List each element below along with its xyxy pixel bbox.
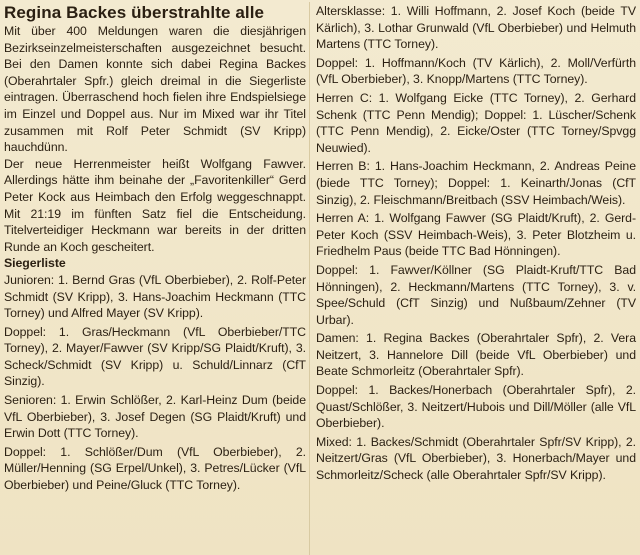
intro-paragraph-2: Der neue Herrenmeister heißt Wolfgang Fawver. Allerdings hätte ihm beinahe der „Favoritenkiller“ Gerd Peter Kock aus Heimbach den Erfolg weggeschnappt. Mit 21:19 im fünften Satz fiel die Entscheidung. Titelverteidiger Heckmann war bereits in der dritten Runde an Koch gescheitert. xyxy=(4,156,306,254)
result-entry: Doppel: 1. Schlößer/Dum (VfL Oberbieber), 2. Müller/Henning (SG Erpel/Unkel), 3. Petres/Lücker (VfL Oberbieber) und Peine/Gluck (TTC Torney). xyxy=(4,444,306,493)
right-column xyxy=(316,3,636,484)
winners-list-title: Siegerliste xyxy=(4,256,66,271)
result-entry: Senioren: 1. Erwin Schlößer, 2. Karl-Heinz Dum (beide VfL Oberbieber), 3. Josef Degen (SG Plaidt/Kruft) und Erwin Dott (TTC Torney). xyxy=(4,393,306,441)
result-entry: Junioren: 1. Bernd Gras (VfL Oberbieber), 2. Rolf-Peter Schmidt (SV Kripp), 3. Hans-Joachim Heckmann (TTC Torney) und Alfred Mayer (SV Kripp). xyxy=(4,272,306,321)
result-entry: Herren B: 1. Hans-Joachim Heckmann, 2. Andreas Peine (biede TTC Torney); Doppel: 1. Keinarth/Jonas (CfT Sinzig), 2. Fleischmann/Breitbach (SSV Heimbach/Weis). xyxy=(316,159,636,207)
column-divider xyxy=(309,2,310,555)
result-entry: Herren C: 1. Wolfgang Eicke (TTC Torney), 2. Gerhard Schenk (TTC Penn Mendig); Doppel: 1. Lüscher/Schenk (TTC Penn Mendig), 2. Eicke/Oster (TTC Torney/Spvgg Neuwied). xyxy=(316,90,636,155)
result-entry: Doppel: 1. Backes/Honerbach (Oberahrtaler Spfr), 2. Quast/Schlößer, 3. Neitzert/Hubois und Dill/Möller (alle VfL Oberbieber). xyxy=(316,383,636,431)
result-entry: Herren A: 1. Wolfgang Fawver (SG Plaidt/Kruft), 2. Gerd-Peter Koch (SSV Heimbach-Weis), 3. Peter Blotzheim u. Friedhelm Paus (beide TTC Bad Hönningen). xyxy=(316,211,636,259)
result-entry: Mixed: 1. Backes/Schmidt (Oberahrtaler Spfr/SV Kripp), 2. Neitzert/Gras (VfL Oberbieber), 3. Honerbach/Mayer und Schmorleitz/Scheck (alle Oberahrtaler Spfr/SV Kripp). xyxy=(316,434,636,483)
result-entry: Doppel: 1. Gras/Heckmann (VfL Oberbieber/TTC Torney), 2. Mayer/Fawver (SV Kripp/SG Plaidt/Kruft), 3. Scheck/Schmidt (SV Kripp) u. Schuld/Linnarz (CfT Sinzig). xyxy=(4,324,306,389)
result-entry: Doppel: 1. Hoffmann/Koch (TV Kärlich), 2. Moll/Verfürth (VfL Oberbieber), 3. Knopp/Martens (TTC Torney). xyxy=(316,55,636,87)
result-entry: Damen: 1. Regina Backes (Oberahrtaler Spfr), 2. Vera Neitzert, 3. Hannelore Dill (beide VfL Oberbieber) und Beate Schmorleitz (Oberahrtaler Spfr). xyxy=(316,331,636,379)
left-column xyxy=(4,3,306,494)
headline: Regina Backes überstrahlte alle xyxy=(4,3,265,22)
intro-paragraph-1: Mit über 400 Meldungen waren die diesjährigen Bezirkseinzelmeisterschaften ausgezeichnet besucht. Bei den Damen konnte sich dabei Regina Backes (Oberahrtaler Spfr.) gleich dreimal in die Siegerliste eintragen. Überraschend hoch fielen ihre Endspielsiege im Einzel und Doppel aus. Nur im Mixed war ihr Titel zusammen mit Rolf Peter Schmidt (SV Kripp) hauchdünn. xyxy=(4,24,306,155)
result-entry: Altersklasse: 1. Willi Hoffmann, 2. Josef Koch (beide TV Kärlich), 3. Lothar Grunwald (VfL Oberbieber) und Helmuth Martens (TTC Torney). xyxy=(316,4,636,52)
result-entry: Doppel: 1. Fawver/Köllner (SG Plaidt-Kruft/TTC Bad Hönningen), 2. Heckmann/Martens (TTC Torney), 3. v. Spee/Schuld (CfT Sinzig) und Nußbaum/Zehner (TV Urbar). xyxy=(316,262,636,327)
